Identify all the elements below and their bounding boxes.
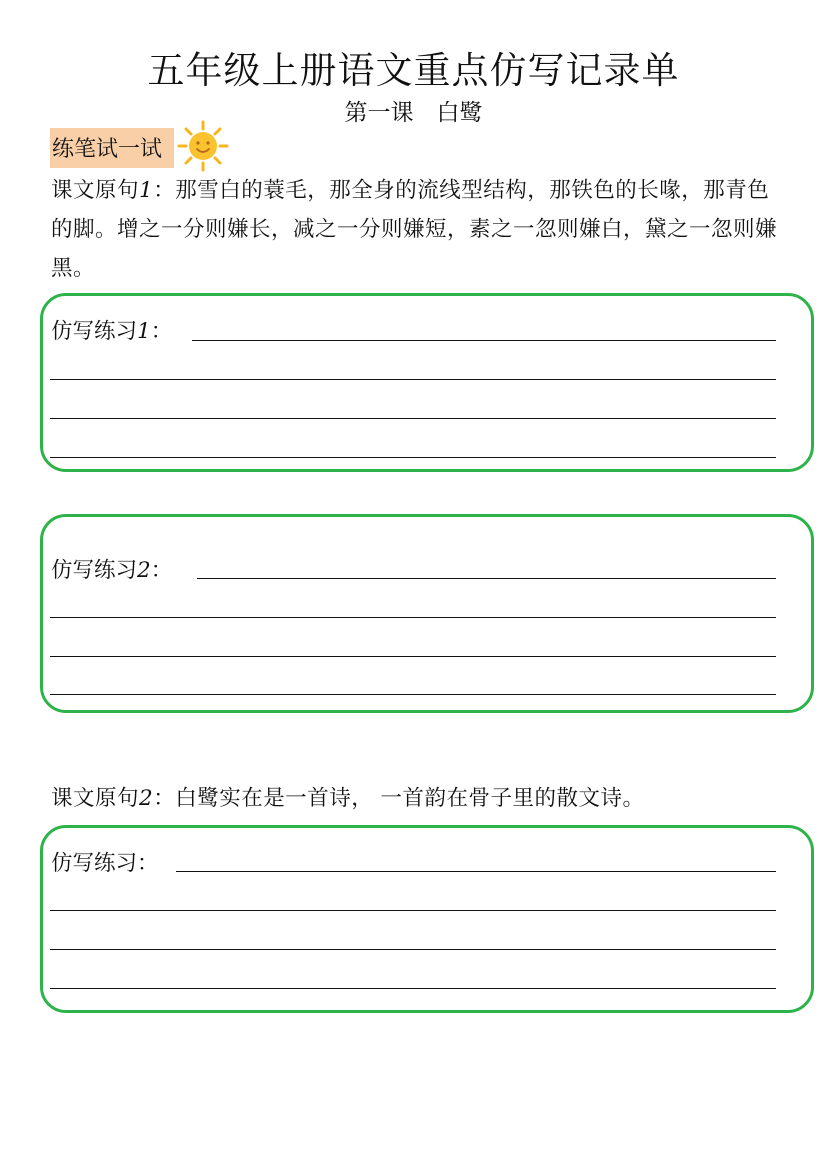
exercise-label-3: 仿写练习：	[51, 851, 159, 876]
answer-line[interactable]	[50, 617, 776, 618]
quote-prefix: 课文原句	[51, 786, 140, 811]
page-title: 五年级上册语文重点仿写记录单	[147, 49, 680, 92]
exercise-colon: ：	[150, 558, 173, 583]
exercise-number: 1	[137, 319, 151, 344]
exercise-label: 仿写练习	[51, 558, 138, 583]
original-sentence-1	[51, 171, 786, 288]
exercise-label: 仿写练习	[51, 319, 138, 344]
answer-line[interactable]	[197, 578, 776, 579]
quote-colon: ：	[153, 178, 176, 203]
quote-text: 那雪白的蓑毛，那全身的流线型结构，那铁色的长喙，那青色的脚。增之一分则嫌长，减之一分则嫌短，素之一忽则嫌白，黛之一忽则嫌黑。	[51, 178, 778, 281]
original-sentence-2	[51, 779, 786, 818]
quote-colon: ：	[153, 786, 176, 811]
exercise-label-1	[51, 314, 172, 345]
answer-line[interactable]	[50, 694, 776, 695]
exercise-box-2	[40, 514, 814, 713]
answer-line[interactable]	[192, 340, 776, 341]
answer-line[interactable]	[50, 910, 776, 911]
exercise-colon: ：	[150, 319, 173, 344]
answer-line[interactable]	[50, 949, 776, 950]
exercise-number: 2	[137, 558, 151, 583]
answer-line[interactable]	[50, 379, 776, 380]
quote-number: 2	[139, 786, 154, 811]
answer-line[interactable]	[50, 418, 776, 419]
lesson-subtitle: 第一课 白鹭	[344, 100, 483, 126]
quote-number: 1	[139, 178, 154, 203]
exercise-label-2	[51, 553, 172, 584]
answer-line[interactable]	[50, 457, 776, 458]
answer-line[interactable]	[176, 871, 776, 872]
answer-line[interactable]	[50, 988, 776, 989]
quote-prefix: 课文原句	[51, 178, 140, 203]
smiling-sun-icon	[175, 118, 231, 174]
quote-text: 白鹭实在是一首诗， 一首韵在骨子里的散文诗。	[175, 786, 645, 811]
answer-line[interactable]	[50, 656, 776, 657]
practice-tag: 练笔试一试	[50, 128, 174, 168]
